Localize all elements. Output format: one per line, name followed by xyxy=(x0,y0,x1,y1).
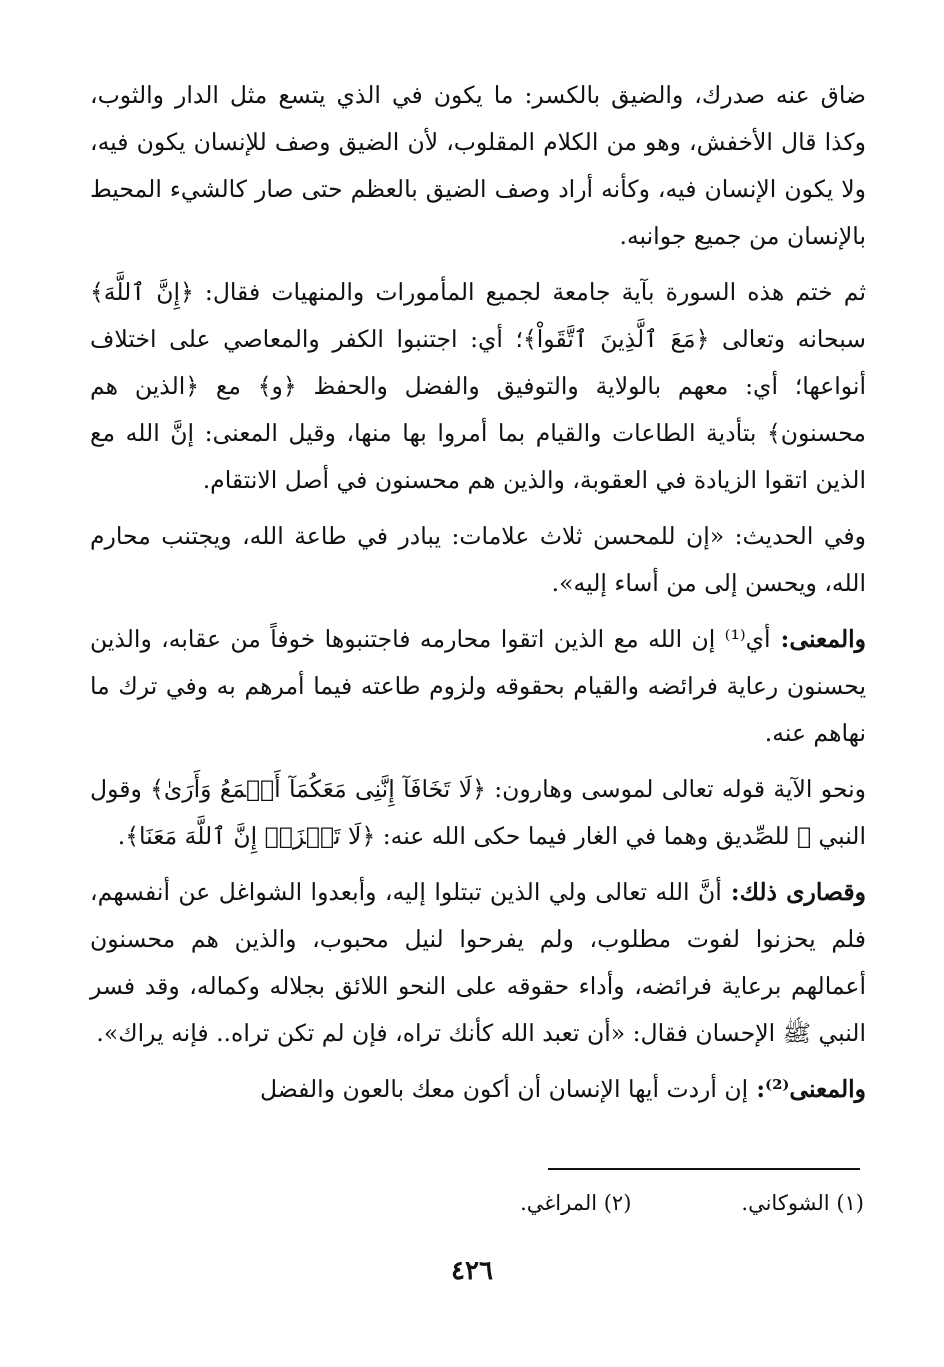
body-text xyxy=(90,72,866,1113)
paragraph-5-text: ونحو الآية قوله تعالى لموسى وهارون: ﴿لَا تَخَافَآ إِنَّنِى مَعَكُمَآ أَسۡمَعُ وَأَرَىٰ﴾ وقول النبي ﷺ للصِّديق وهما في الغار فيما حكى الله عنه: ﴿لَا تَحۡزَنۡ إِنَّ ٱللَّهَ مَعَنَا﴾. xyxy=(90,775,866,850)
paragraph-4-text: أي⁽¹⁾ إن الله مع الذين اتقوا محارمه فاجتنبوها خوفاً من عقابه، والذين يحسنون رعاية فرائضه والقيام بحقوقه ولزوم طاعته فيما أمرهم به وفي ترك ما نهاهم عنه. xyxy=(90,625,866,747)
paragraph-4 xyxy=(90,616,866,757)
paragraph-3 xyxy=(90,513,866,607)
footnote-1: (١) الشوكاني. xyxy=(741,1191,864,1215)
paragraph-6 xyxy=(90,869,866,1057)
footnote-divider xyxy=(548,1168,860,1170)
paragraph-5 xyxy=(90,766,866,860)
footnotes xyxy=(300,1188,864,1218)
page-number: ٤٢٦ xyxy=(451,1256,493,1286)
paragraph-2 xyxy=(90,269,866,504)
paragraph-7 xyxy=(90,1066,866,1113)
paragraph-7-text: إن أردت أيها الإنسان أن أكون معك بالعون والفضل xyxy=(259,1075,749,1103)
summary-label: وقصارى ذلك: xyxy=(721,878,866,906)
footnote-2: (٢) المراغي. xyxy=(520,1191,632,1215)
meaning-2-label: والمعنى⁽²⁾: xyxy=(748,1075,866,1103)
paragraph-2-text: ثم ختم هذه السورة بآية جامعة لجميع المأمورات والمنهيات فقال: ﴿إِنَّ ٱللَّهَ﴾ سبحانه وتعالى ﴿مَعَ ٱلَّذِينَ ٱتَّقَواْ﴾؛ أي: اجتنبوا الكفر والمعاصي على اختلاف أنواعها؛ أي: معهم بالولاية والتوفيق والفضل والحفظ ﴿و﴾ مع ﴿الذين هم محسنون﴾ بتأدية الطاعات والقيام بما أمروا بها منها، وقيل المعنى: إنَّ الله مع الذين اتقوا الزيادة في العقوبة، والذين هم محسنون في أصل الانتقام. xyxy=(90,278,866,494)
meaning-label: والمعنى: xyxy=(770,625,866,653)
paragraph-1 xyxy=(90,72,866,260)
paragraph-6-text: أنَّ الله تعالى ولي الذين تبتلوا إليه، وأبعدوا الشواغل عن أنفسهم، فلم يحزنوا لفوت مطلوب، ولم يفرحوا لنيل محبوب، والذين هم محسنون أعمالهم برعاية فرائضه، وأداء حقوقه على النحو اللائق بجلاله وكماله، وقد فسر النبي ﷺ الإحسان فقال: «أن تعبد الله كأنك تراه، فإن لم تكن تراه.. فإنه يراك». xyxy=(90,878,866,1047)
paragraph-3-text: وفي الحديث: «إن للمحسن ثلاث علامات: يبادر في طاعة الله، ويجتنب محارم الله، ويحسن إلى من أساء إليه». xyxy=(90,522,866,597)
paragraph-1-text: ضاق عنه صدرك، والضيق بالكسر: ما يكون في الذي يتسع مثل الدار والثوب، وكذا قال الأخفش، وهو من الكلام المقلوب، لأن الضيق وصف للإنسان يكون فيه، ولا يكون الإنسان فيه، وكأنه أراد وصف الضيق بالعظم حتى صار كالشيء المحيط بالإنسان من جميع جوانبه. xyxy=(90,81,866,250)
